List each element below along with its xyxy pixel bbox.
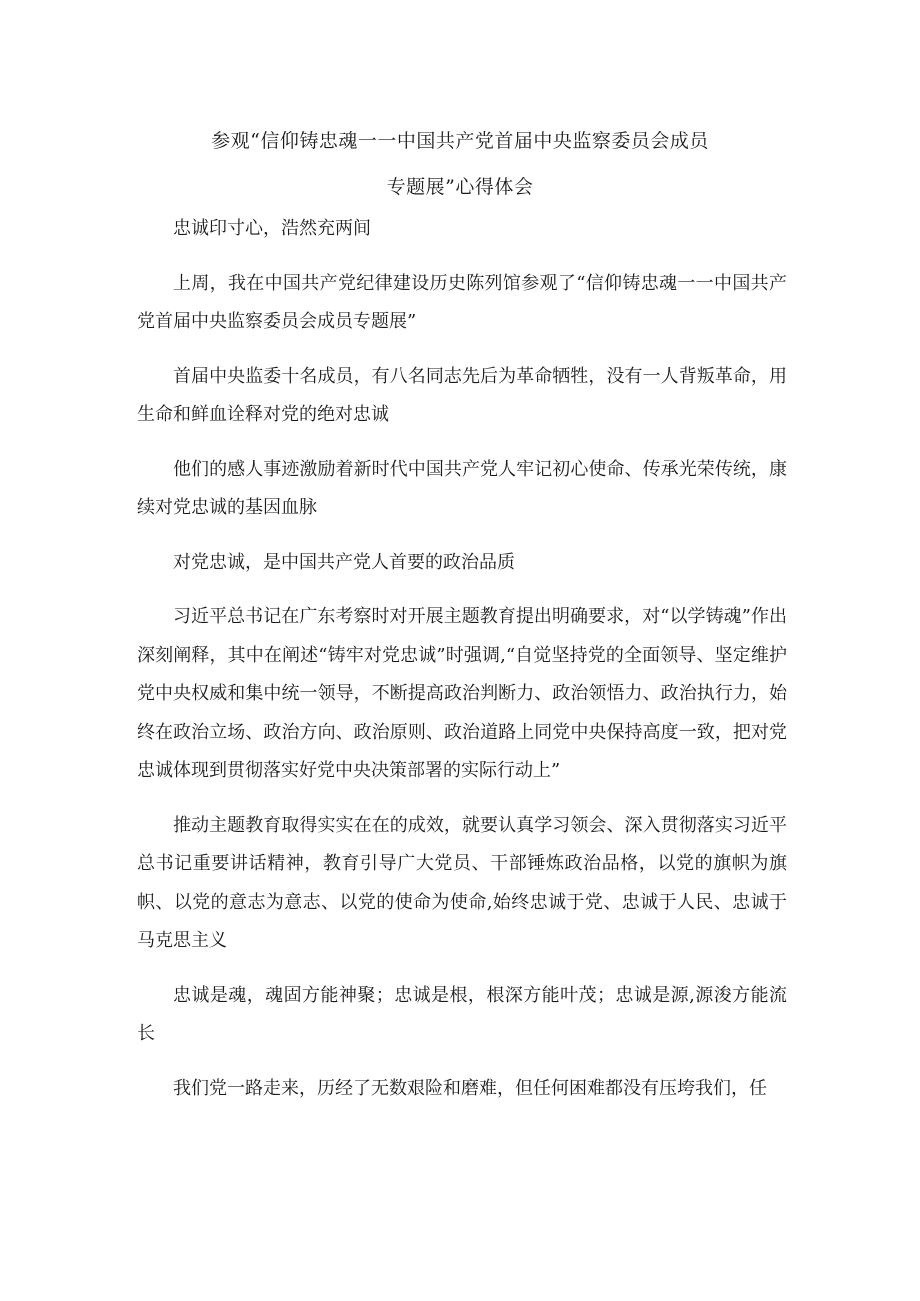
paragraph: 上周，我在中国共产党纪律建设历史陈列馆参观了“信仰铸忠魂一一中国共产党首届中央监察委员会成员专题展” xyxy=(137,272,787,332)
paragraph: 推动主题教育取得实实在在的成效，就要认真学习领会、深入贯彻落实习近平总书记重要讲话精神，教育引导广大党员、干部锤炼政治品格，以党的旗帜为旗帜、以党的意志为意志、以党的使命为使命,始终忠诚于党、忠诚于人民、忠诚于马克思主义 xyxy=(137,814,787,951)
paragraph: 他们的感人事迹激励着新时代中国共产党人牢记初心使命、传承光荣传统，康续对党忠诚的基因血脉 xyxy=(137,458,787,518)
document-title-line-2: 专题展”心得体会 xyxy=(386,176,534,198)
paragraph: 对党忠诚，是中国共产党人首要的政治品质 xyxy=(173,551,515,573)
paragraph: 忠诚印寸心，浩然充两间 xyxy=(173,218,371,239)
paragraph: 忠诚是魂，魂固方能神聚；忠诚是根，根深方能叶茂；忠诚是源,源浚方能流长 xyxy=(137,984,787,1044)
paragraph: 习近平总书记在广东考察时对开展主题教育提出明确要求，对“以学铸魂”作出深刻阐释，其中在阐述“铸牢对党忠诚”时强调,“自觉坚持党的全面领导、坚定维护党中央权威和集中统一领导，不断提高政治判断力、政治领悟力、政治执行力，始终在政治立场、政治方向、政治原则、政治道路上同党中央保持高度一致，把对党忠诚体现到贯彻落实好党中央决策部署的实际行动上” xyxy=(137,606,787,781)
document-body xyxy=(137,210,787,1124)
paragraph: 首届中央监委十名成员，有八名同志先后为革命牺牲，没有一人背叛革命，用生命和鲜血诠释对党的绝对忠诚 xyxy=(137,365,787,425)
paragraph: 我们党一路走来，历经了无数艰险和磨难，但任何困难都没有压垮我们，任 xyxy=(173,1077,767,1099)
document-title-line-1: 参观“信仰铸忠魂一一中国共产党首届中央监察委员会成员 xyxy=(211,130,709,152)
